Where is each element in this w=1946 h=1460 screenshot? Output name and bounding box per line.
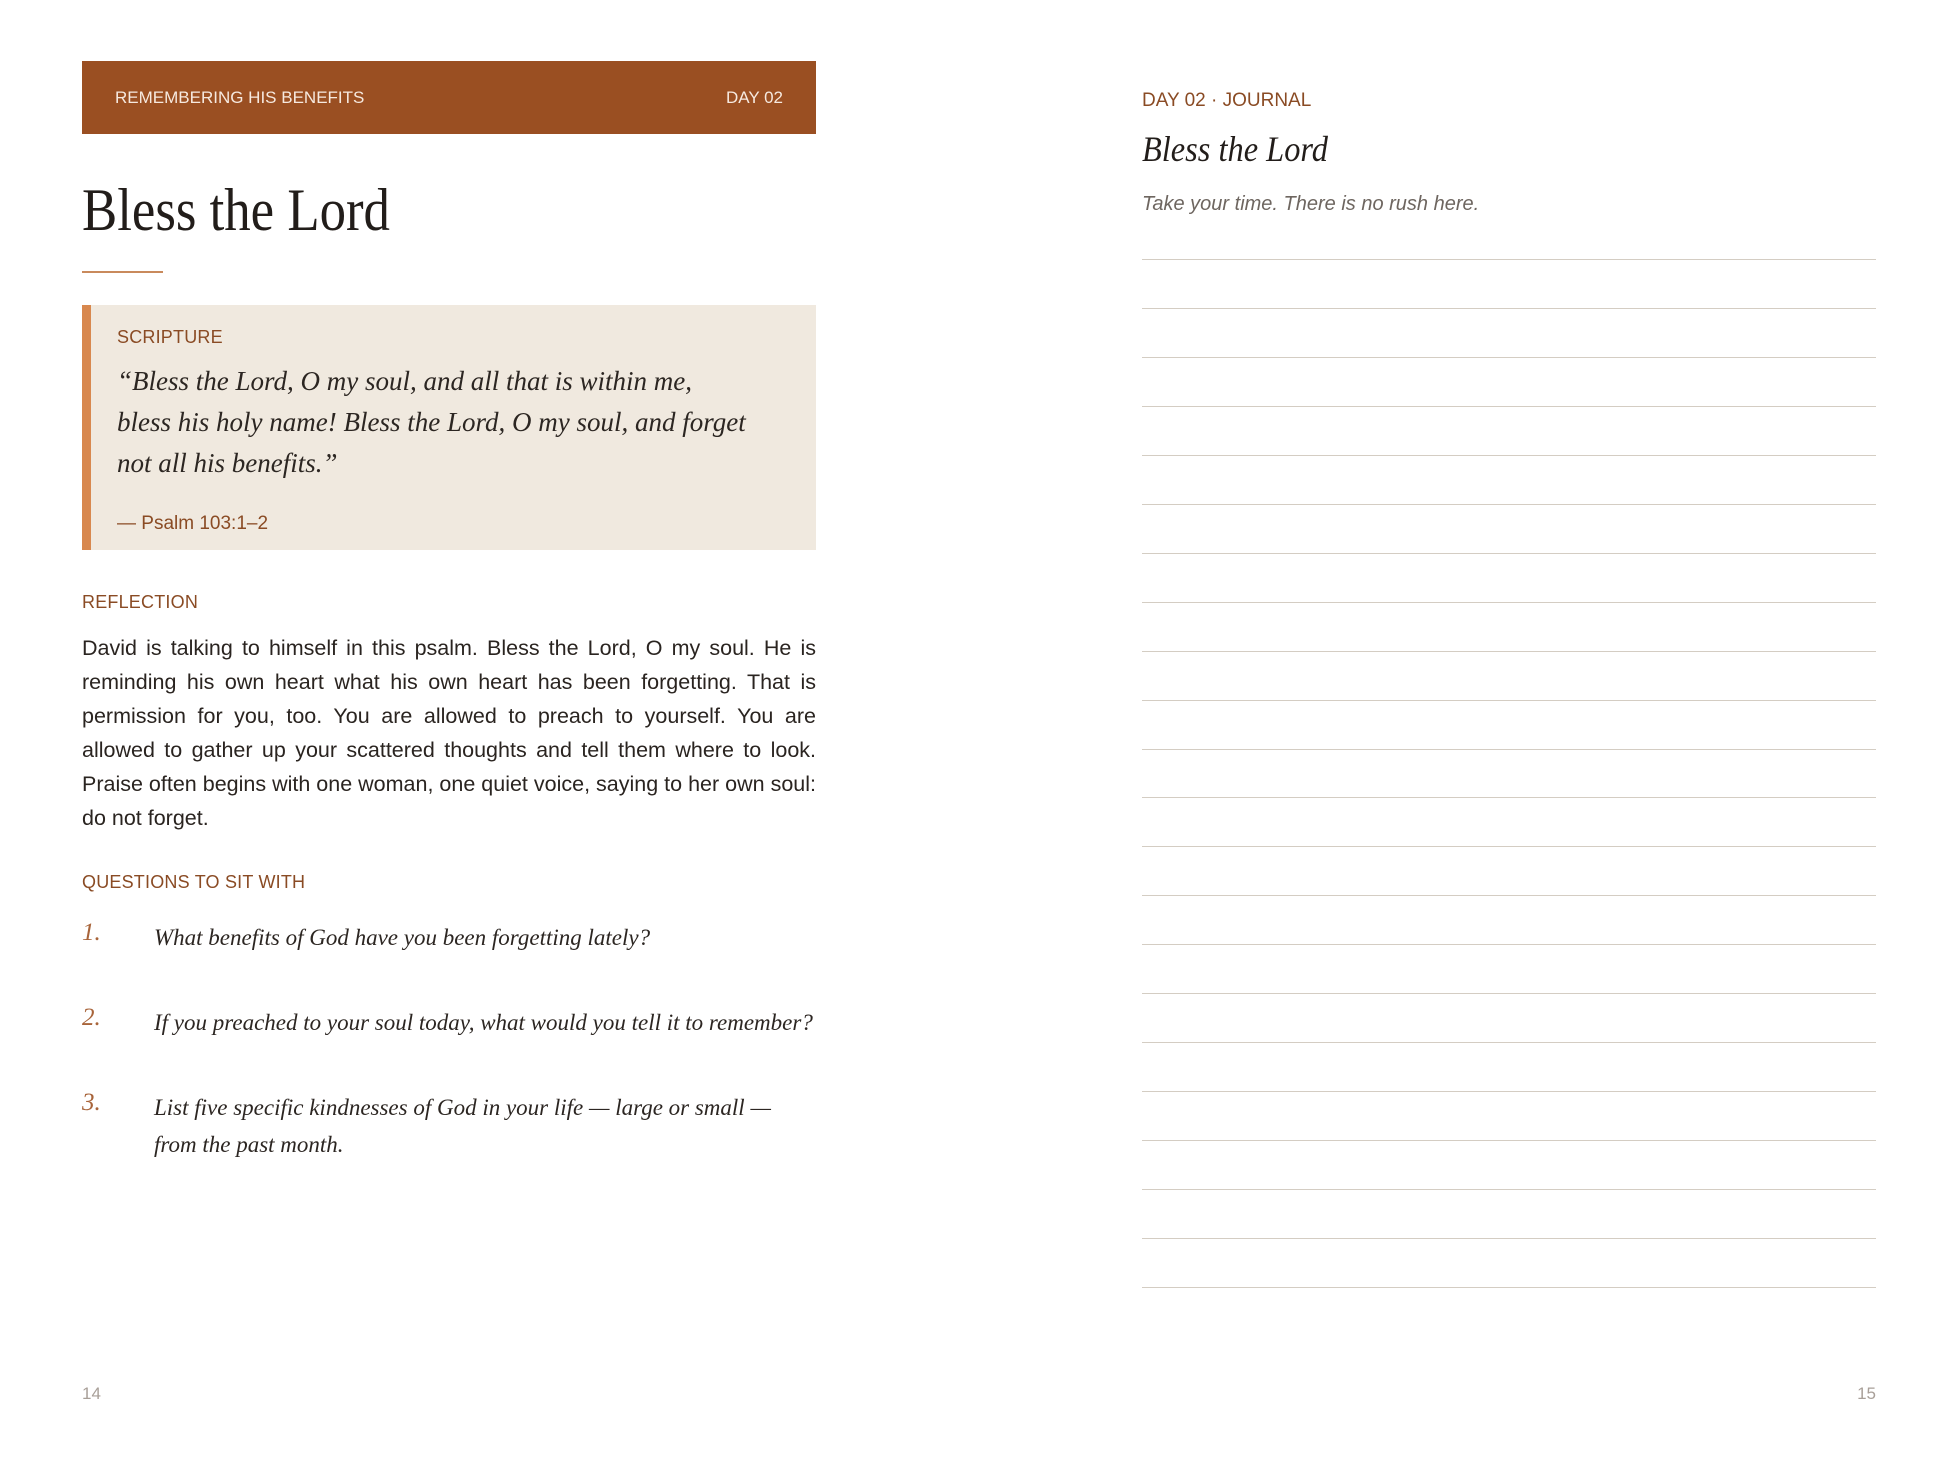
reflection-text: David is talking to himself in this psalm. Bless the Lord, O my soul. He is reminding his own heart what his own heart has been forgetting. That is permission for you, too. You are allowed to preach to yourself. You are allowed to gather up your scattered thoughts and tell them where to look. Praise often begins with one woman, one quiet voice, saying to her own soul: do not forget. — [82, 636, 816, 830]
scripture-box — [82, 305, 816, 550]
scripture-reference: — Psalm 103:1–2 — [117, 513, 269, 534]
journal-line — [1142, 944, 1876, 945]
question-text: List five specific kindnesses of God in your life — large or small — from the past month. — [154, 1095, 771, 1157]
question-text: If you preached to your soul today, what would you tell it to remember? — [154, 1010, 813, 1035]
journal-line — [1142, 895, 1876, 896]
journal-line — [1142, 553, 1876, 554]
journal-line — [1142, 1238, 1876, 1239]
journal-line — [1142, 259, 1876, 260]
journal-line — [1142, 846, 1876, 847]
journal-line — [1142, 1287, 1876, 1288]
question-number: 1. — [82, 919, 101, 946]
journal-line — [1142, 1189, 1876, 1190]
question-text: What benefits of God have you been forgetting lately? — [154, 925, 651, 950]
journal-label: DAY 02 · JOURNAL — [1142, 90, 1312, 111]
title-divider — [82, 271, 163, 273]
day-label: DAY 02 — [725, 87, 783, 107]
journal-line — [1142, 602, 1876, 603]
journal-line — [1142, 504, 1876, 505]
journal-line — [1142, 406, 1876, 407]
journal-line — [1142, 993, 1876, 994]
journal-subtitle: Take your time. There is no rush here. — [1142, 193, 1480, 215]
page-number: 14 — [82, 1384, 101, 1403]
journal-line — [1142, 455, 1876, 456]
question-number: 3. — [82, 1089, 101, 1116]
right-page — [1142, 0, 1876, 1460]
page-number: 15 — [1857, 1384, 1876, 1403]
journal-line — [1142, 357, 1876, 358]
journal-line — [1142, 1140, 1876, 1141]
series-title: REMEMBERING HIS BENEFITS — [115, 87, 365, 107]
journal-line — [1142, 651, 1876, 652]
journal-line — [1142, 308, 1876, 309]
journal-line — [1142, 1042, 1876, 1043]
day-banner — [82, 61, 816, 134]
journal-line — [1142, 797, 1876, 798]
journal-line — [1142, 1091, 1876, 1092]
journal-title: Bless the Lord — [1142, 129, 1329, 169]
reflection-label: REFLECTION — [82, 592, 199, 612]
scripture-label: SCRIPTURE — [117, 327, 223, 347]
journal-line — [1142, 700, 1876, 701]
journal-line — [1142, 749, 1876, 750]
questions-label: QUESTIONS TO SIT WITH — [82, 872, 306, 892]
page-title: Bless the Lord — [82, 177, 390, 243]
question-number: 2. — [82, 1004, 101, 1031]
scripture-quote: “Bless the Lord, O my soul, and all that is within me, bless his holy name! Bless the Lord, O my soul, and forget not all his benefits.” — [117, 366, 746, 478]
left-page — [82, 0, 816, 1460]
